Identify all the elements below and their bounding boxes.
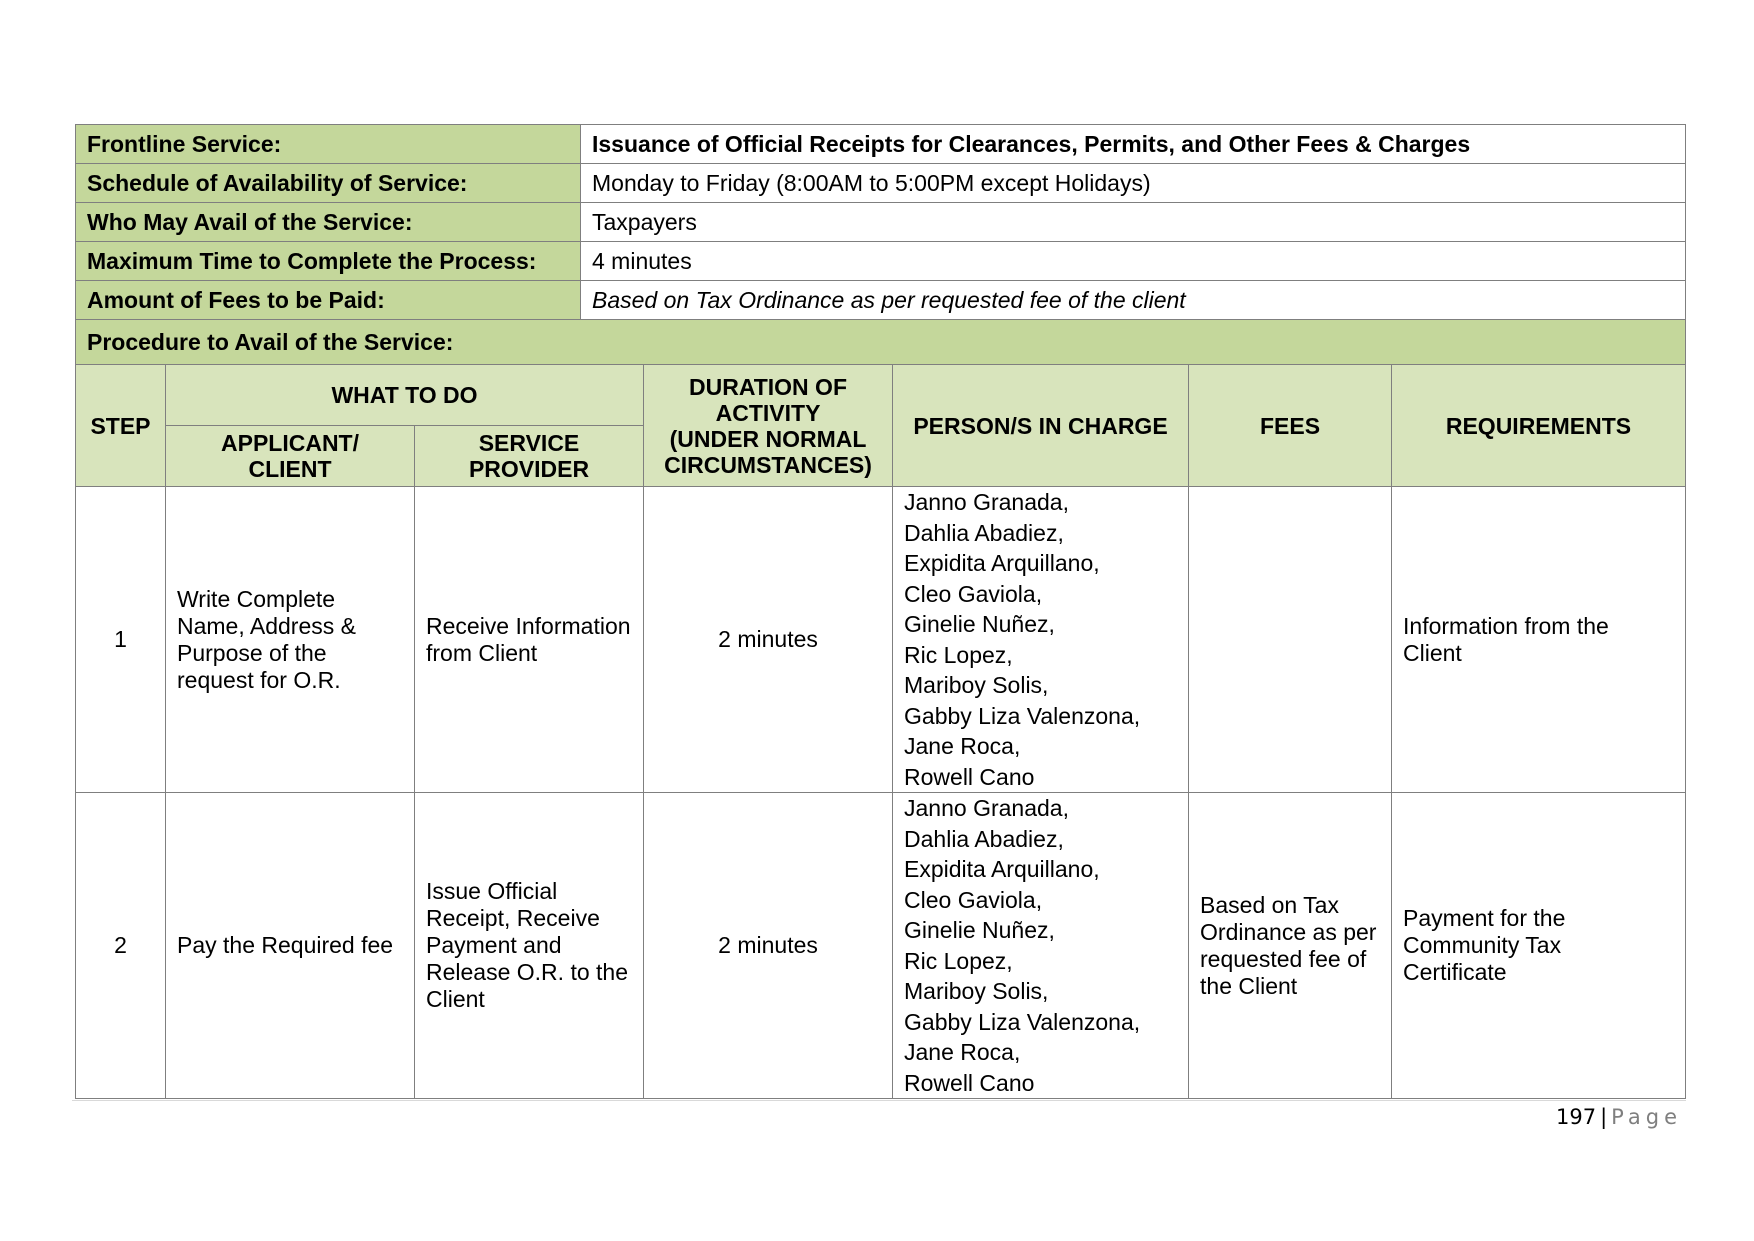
page-footer bbox=[1556, 1103, 1682, 1131]
header-step: STEP bbox=[76, 365, 166, 487]
info-label: Schedule of Availability of Service: bbox=[76, 164, 581, 203]
person-name: Dahlia Abadiez, bbox=[904, 825, 1064, 852]
person-name: Ric Lopez, bbox=[904, 947, 1013, 974]
info-value: Based on Tax Ordinance as per requested fee of the client bbox=[581, 281, 1686, 320]
header-duration bbox=[644, 365, 893, 487]
duration: 2 minutes bbox=[644, 793, 893, 1099]
text-line: Pay the Required fee bbox=[177, 932, 394, 958]
text-line: Information from the bbox=[1403, 612, 1609, 639]
footer-separator: | bbox=[1600, 1105, 1608, 1129]
duration: 2 minutes bbox=[644, 487, 893, 793]
person-name: Cleo Gaviola, bbox=[904, 580, 1043, 607]
text-line: Community Tax bbox=[1403, 932, 1562, 958]
person-name: Jane Roca, bbox=[904, 733, 1021, 759]
info-row-frontline-service bbox=[76, 125, 1686, 164]
text-line: from Client bbox=[426, 639, 538, 666]
header-duration-line: ACTIVITY bbox=[715, 399, 821, 426]
requirements bbox=[1392, 487, 1686, 793]
text-line: Payment and bbox=[426, 932, 562, 958]
persons-in-charge bbox=[893, 487, 1189, 793]
text-line: the Client bbox=[1200, 972, 1298, 999]
step-row-2 bbox=[76, 793, 1686, 1099]
person-name: Expidita Arquillano, bbox=[904, 550, 1100, 576]
header-provider-line: SERVICE bbox=[478, 430, 580, 456]
fees bbox=[1189, 793, 1392, 1099]
person-name: Ginelie Nuñez, bbox=[904, 611, 1055, 637]
info-label: Maximum Time to Complete the Process: bbox=[76, 242, 581, 281]
person-name: Cleo Gaviola, bbox=[904, 886, 1043, 913]
info-value: Issuance of Official Receipts for Clearances, Permits, and Other Fees & Charges bbox=[581, 125, 1686, 164]
header-fees: FEES bbox=[1189, 365, 1392, 487]
person-name: Janno Granada, bbox=[904, 795, 1069, 821]
text-line: Name, Address & bbox=[177, 612, 356, 639]
info-row-who-may-avail bbox=[76, 203, 1686, 242]
provider-action bbox=[415, 487, 644, 793]
info-value: Monday to Friday (8:00AM to 5:00PM except Holidays) bbox=[581, 164, 1686, 203]
applicant-action bbox=[166, 487, 415, 793]
info-label: Who May Avail of the Service: bbox=[76, 203, 581, 242]
person-name: Mariboy Solis, bbox=[904, 672, 1049, 698]
info-label: Amount of Fees to be Paid: bbox=[76, 281, 581, 320]
person-name: Mariboy Solis, bbox=[904, 978, 1049, 1004]
person-name: Jane Roca, bbox=[904, 1039, 1021, 1065]
procedure-table bbox=[75, 364, 1686, 1099]
header-applicant-line: APPLICANT/ bbox=[221, 430, 359, 456]
info-row-procedure bbox=[76, 320, 1686, 365]
step-number: 1 bbox=[76, 487, 166, 793]
text-line: Based on Tax bbox=[1200, 891, 1339, 918]
person-name: Dahlia Abadiez, bbox=[904, 519, 1064, 546]
text-line: Write Complete bbox=[177, 585, 336, 612]
info-value: Taxpayers bbox=[581, 203, 1686, 242]
text-line: Issue Official bbox=[426, 878, 558, 904]
step-row-1 bbox=[76, 487, 1686, 793]
header-duration-line: DURATION OF bbox=[689, 373, 848, 400]
text-line: requested fee of bbox=[1200, 945, 1367, 972]
person-name: Rowell Cano bbox=[904, 763, 1035, 790]
service-info-table bbox=[75, 124, 1686, 365]
header-duration-line: CIRCUMSTANCES) bbox=[664, 451, 872, 478]
person-name: Rowell Cano bbox=[904, 1069, 1035, 1096]
header-provider-line: PROVIDER bbox=[468, 456, 590, 482]
info-row-max-time bbox=[76, 242, 1686, 281]
header-requirements: REQUIREMENTS bbox=[1392, 365, 1686, 487]
procedure-label: Procedure to Avail of the Service: bbox=[76, 320, 1686, 365]
fees bbox=[1189, 487, 1392, 793]
persons-in-charge bbox=[893, 793, 1189, 1099]
person-name: Gabby Liza Valenzona, bbox=[904, 1008, 1141, 1035]
page-number: 197 bbox=[1555, 1105, 1597, 1129]
text-line: Receipt, Receive bbox=[426, 905, 600, 931]
applicant-action bbox=[166, 793, 415, 1099]
step-number: 2 bbox=[76, 793, 166, 1099]
provider-action bbox=[415, 793, 644, 1099]
header-duration-line: (UNDER NORMAL bbox=[669, 425, 867, 452]
page-word: Page bbox=[1611, 1105, 1682, 1129]
person-name: Expidita Arquillano, bbox=[904, 856, 1100, 882]
person-name: Ginelie Nuñez, bbox=[904, 917, 1055, 943]
header-applicant-line: CLIENT bbox=[248, 456, 332, 482]
info-label: Frontline Service: bbox=[76, 125, 581, 164]
header-what-to-do: WHAT TO DO bbox=[166, 365, 644, 426]
text-line: Ordinance as per bbox=[1200, 918, 1377, 945]
text-line: Purpose of the bbox=[177, 639, 327, 666]
footer-divider bbox=[72, 1100, 1686, 1101]
text-line: Certificate bbox=[1403, 959, 1507, 985]
text-line: Receive Information bbox=[426, 612, 631, 639]
text-line: Client bbox=[1403, 639, 1462, 666]
requirements bbox=[1392, 793, 1686, 1099]
info-row-schedule bbox=[76, 164, 1686, 203]
header-persons-in-charge: PERSON/S IN CHARGE bbox=[893, 365, 1189, 487]
header-applicant-client bbox=[166, 426, 415, 487]
text-line: Payment for the bbox=[1403, 905, 1566, 931]
header-service-provider bbox=[415, 426, 644, 487]
person-name: Gabby Liza Valenzona, bbox=[904, 702, 1141, 729]
text-line: request for O.R. bbox=[177, 666, 341, 693]
text-line: Release O.R. to the bbox=[426, 959, 628, 985]
info-value: 4 minutes bbox=[581, 242, 1686, 281]
header-row-top bbox=[76, 365, 1686, 426]
person-name: Ric Lopez, bbox=[904, 641, 1013, 668]
info-row-fees bbox=[76, 281, 1686, 320]
person-name: Janno Granada, bbox=[904, 489, 1069, 515]
text-line: Client bbox=[426, 986, 485, 1012]
